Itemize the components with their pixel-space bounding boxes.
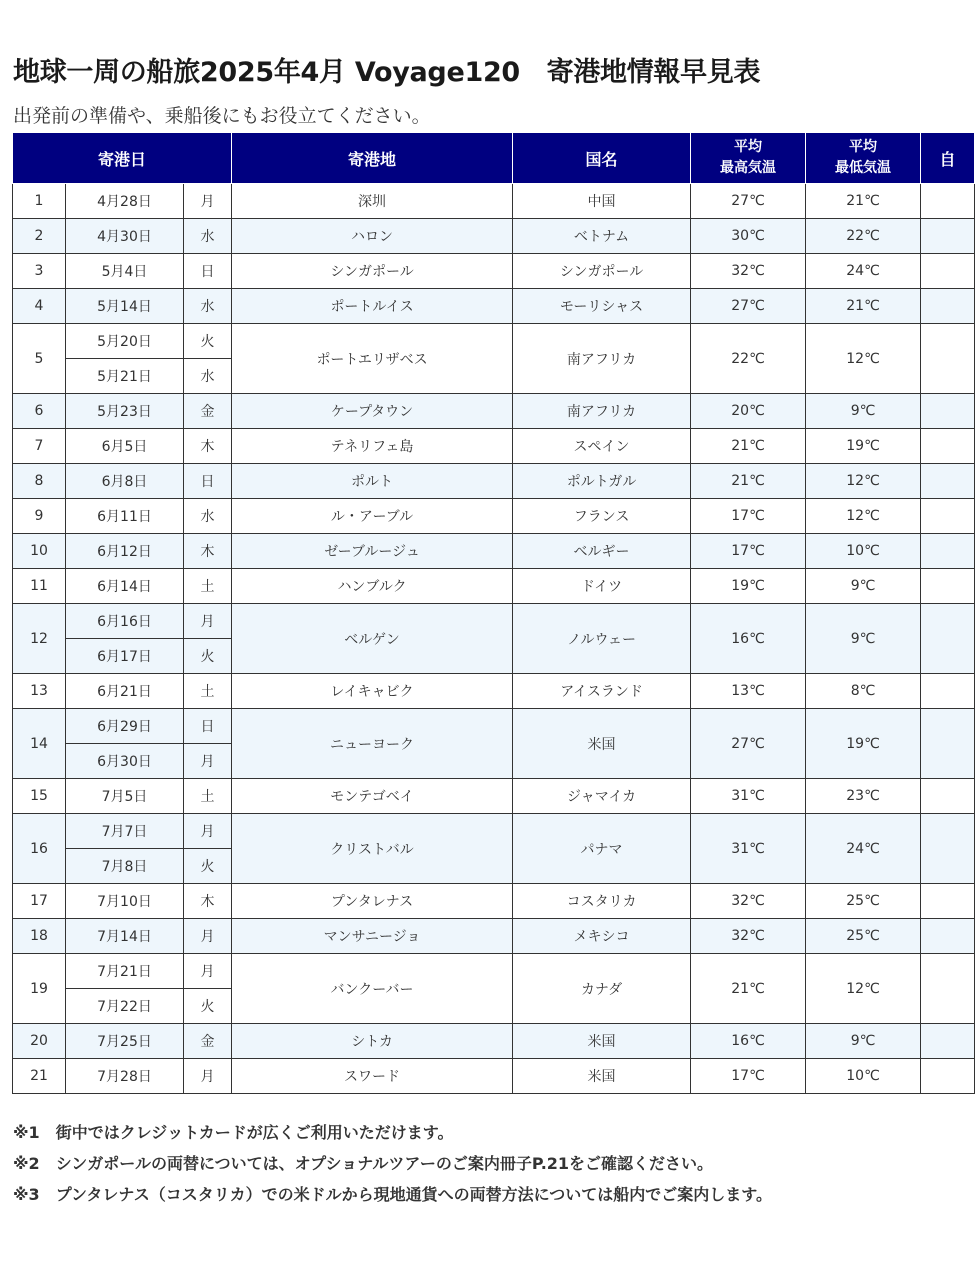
- port-day: 日: [184, 464, 232, 499]
- port-date: 7月25日: [66, 1024, 184, 1059]
- port-name: ゼーブルージュ: [232, 534, 513, 569]
- clipped-cell: [921, 324, 975, 394]
- port-day: 月: [184, 604, 232, 639]
- port-day: 月: [184, 919, 232, 954]
- port-date: 7月10日: [66, 884, 184, 919]
- port-date: 7月28日: [66, 1059, 184, 1094]
- avg-low-temp: 19℃: [806, 709, 921, 779]
- table-row: [13, 184, 975, 219]
- clipped-cell: [921, 429, 975, 464]
- country-name: ポルトガル: [513, 464, 691, 499]
- avg-low-temp: 9℃: [806, 394, 921, 429]
- port-date: 6月14日: [66, 569, 184, 604]
- footnote-1: ※1 街中ではクレジットカードが広くご利用いただけます。: [13, 1123, 454, 1142]
- avg-high-temp: 27℃: [691, 709, 806, 779]
- port-day: 月: [184, 814, 232, 849]
- port-day: 火: [184, 324, 232, 359]
- port-name: ル・アーブル: [232, 499, 513, 534]
- country-name: アイスランド: [513, 674, 691, 709]
- port-day: 日: [184, 254, 232, 289]
- country-name: シンガポール: [513, 254, 691, 289]
- table-row: [13, 324, 975, 359]
- port-date: 5月23日: [66, 394, 184, 429]
- port-day: 木: [184, 429, 232, 464]
- avg-high-temp: 31℃: [691, 814, 806, 884]
- country-name: 南アフリカ: [513, 324, 691, 394]
- row-number: 14: [13, 709, 66, 779]
- table-row: [13, 1059, 975, 1094]
- clipped-cell: [921, 709, 975, 779]
- avg-low-temp: 12℃: [806, 324, 921, 394]
- country-name: モーリシャス: [513, 289, 691, 324]
- port-name: マンサニージョ: [232, 919, 513, 954]
- port-date: 6月30日: [66, 744, 184, 779]
- port-day: 金: [184, 1024, 232, 1059]
- country-name: パナマ: [513, 814, 691, 884]
- port-name: スワード: [232, 1059, 513, 1094]
- clipped-cell: [921, 1024, 975, 1059]
- port-name: テネリフェ島: [232, 429, 513, 464]
- table-row: [13, 289, 975, 324]
- clipped-cell: [921, 779, 975, 814]
- row-number: 7: [13, 429, 66, 464]
- header-low-temp: [806, 133, 921, 184]
- header-port-date: 寄港日: [13, 133, 232, 184]
- table-row: [13, 604, 975, 639]
- avg-high-temp: 16℃: [691, 1024, 806, 1059]
- port-date: 7月7日: [66, 814, 184, 849]
- table-row: [13, 814, 975, 849]
- avg-high-temp: 17℃: [691, 1059, 806, 1094]
- port-name: クリストバル: [232, 814, 513, 884]
- footnote-3: ※3 プンタレナス（コスタリカ）での米ドルから現地通貨への両替方法については船内でご案内します。: [13, 1185, 773, 1204]
- port-name: ポートエリザベス: [232, 324, 513, 394]
- clipped-cell: [921, 184, 975, 219]
- port-date: 7月14日: [66, 919, 184, 954]
- avg-low-temp: 12℃: [806, 499, 921, 534]
- port-day: 水: [184, 219, 232, 254]
- port-day: 土: [184, 674, 232, 709]
- clipped-cell: [921, 219, 975, 254]
- table-row: [13, 394, 975, 429]
- clipped-cell: [921, 919, 975, 954]
- port-date: 6月29日: [66, 709, 184, 744]
- avg-high-temp: 20℃: [691, 394, 806, 429]
- port-day: 火: [184, 639, 232, 674]
- avg-low-temp: 9℃: [806, 604, 921, 674]
- clipped-cell: [921, 289, 975, 324]
- country-name: フランス: [513, 499, 691, 534]
- page-title: 地球一周の船旅2025年4月 Voyage120 寄港地情報早見表: [13, 57, 761, 88]
- country-name: 南アフリカ: [513, 394, 691, 429]
- table-row: [13, 884, 975, 919]
- avg-high-temp: 30℃: [691, 219, 806, 254]
- row-number: 9: [13, 499, 66, 534]
- port-day: 水: [184, 359, 232, 394]
- row-number: 3: [13, 254, 66, 289]
- row-number: 16: [13, 814, 66, 884]
- avg-high-temp: 13℃: [691, 674, 806, 709]
- table-row: [13, 569, 975, 604]
- row-number: 12: [13, 604, 66, 674]
- avg-low-temp: 12℃: [806, 954, 921, 1024]
- port-date: 4月30日: [66, 219, 184, 254]
- avg-low-temp: 22℃: [806, 219, 921, 254]
- avg-low-temp: 9℃: [806, 569, 921, 604]
- port-info-table-container: [12, 132, 956, 1094]
- header-port: 寄港地: [232, 133, 513, 184]
- avg-high-temp: 21℃: [691, 954, 806, 1024]
- port-day: 土: [184, 569, 232, 604]
- row-number: 1: [13, 184, 66, 219]
- country-name: ベルギー: [513, 534, 691, 569]
- table-row: [13, 1024, 975, 1059]
- avg-high-temp: 27℃: [691, 289, 806, 324]
- port-name: バンクーバー: [232, 954, 513, 1024]
- port-name: 深圳: [232, 184, 513, 219]
- port-date: 6月12日: [66, 534, 184, 569]
- country-name: 中国: [513, 184, 691, 219]
- table-row: [13, 464, 975, 499]
- port-date: 6月5日: [66, 429, 184, 464]
- clipped-cell: [921, 884, 975, 919]
- avg-low-temp: 21℃: [806, 184, 921, 219]
- port-day: 月: [184, 184, 232, 219]
- avg-low-temp: 24℃: [806, 254, 921, 289]
- clipped-cell: [921, 814, 975, 884]
- table-row: [13, 779, 975, 814]
- country-name: ノルウェー: [513, 604, 691, 674]
- port-date: 5月21日: [66, 359, 184, 394]
- row-number: 15: [13, 779, 66, 814]
- clipped-cell: [921, 674, 975, 709]
- clipped-cell: [921, 394, 975, 429]
- port-name: プンタレナス: [232, 884, 513, 919]
- port-date: 7月8日: [66, 849, 184, 884]
- header-high-temp: [691, 133, 806, 184]
- avg-high-temp: 21℃: [691, 464, 806, 499]
- avg-low-temp: 24℃: [806, 814, 921, 884]
- country-name: メキシコ: [513, 919, 691, 954]
- port-day: 火: [184, 849, 232, 884]
- page-subtitle: 出発前の準備や、乗船後にもお役立てください。: [13, 105, 431, 127]
- port-name: ベルゲン: [232, 604, 513, 674]
- country-name: ドイツ: [513, 569, 691, 604]
- row-number: 13: [13, 674, 66, 709]
- port-name: ポートルイス: [232, 289, 513, 324]
- port-date: 5月20日: [66, 324, 184, 359]
- row-number: 2: [13, 219, 66, 254]
- avg-low-temp: 10℃: [806, 534, 921, 569]
- footnote-2: ※2 シンガポールの両替については、オプショナルツアーのご案内冊子P.21をご確認ください。: [13, 1154, 714, 1173]
- avg-low-temp: 23℃: [806, 779, 921, 814]
- avg-high-temp: 17℃: [691, 499, 806, 534]
- clipped-cell: [921, 1059, 975, 1094]
- port-name: モンテゴベイ: [232, 779, 513, 814]
- port-name: シトカ: [232, 1024, 513, 1059]
- port-date: 7月22日: [66, 989, 184, 1024]
- header-low-temp-line1: 平均: [849, 139, 878, 155]
- port-name: シンガポール: [232, 254, 513, 289]
- country-name: 米国: [513, 1059, 691, 1094]
- port-day: 水: [184, 289, 232, 324]
- avg-high-temp: 19℃: [691, 569, 806, 604]
- avg-high-temp: 32℃: [691, 919, 806, 954]
- table-row: [13, 429, 975, 464]
- port-day: 月: [184, 1059, 232, 1094]
- port-day: 火: [184, 989, 232, 1024]
- clipped-cell: [921, 499, 975, 534]
- table-row: [13, 254, 975, 289]
- avg-high-temp: 31℃: [691, 779, 806, 814]
- country-name: コスタリカ: [513, 884, 691, 919]
- avg-low-temp: 9℃: [806, 1024, 921, 1059]
- avg-low-temp: 19℃: [806, 429, 921, 464]
- port-date: 5月4日: [66, 254, 184, 289]
- port-name: ハロン: [232, 219, 513, 254]
- clipped-cell: [921, 954, 975, 1024]
- row-number: 6: [13, 394, 66, 429]
- header-high-temp-line2: 最高気温: [720, 160, 777, 176]
- table-header-row: [13, 133, 975, 184]
- clipped-cell: [921, 464, 975, 499]
- port-name: レイキャビク: [232, 674, 513, 709]
- port-day: 木: [184, 884, 232, 919]
- row-number: 17: [13, 884, 66, 919]
- table-row: [13, 534, 975, 569]
- avg-low-temp: 25℃: [806, 884, 921, 919]
- port-date: 6月21日: [66, 674, 184, 709]
- port-name: ケープタウン: [232, 394, 513, 429]
- port-date: 6月16日: [66, 604, 184, 639]
- port-date: 7月21日: [66, 954, 184, 989]
- row-number: 8: [13, 464, 66, 499]
- country-name: カナダ: [513, 954, 691, 1024]
- table-row: [13, 954, 975, 989]
- port-day: 日: [184, 709, 232, 744]
- port-name: ハンブルク: [232, 569, 513, 604]
- footnotes: [13, 1117, 772, 1210]
- avg-low-temp: 12℃: [806, 464, 921, 499]
- avg-low-temp: 8℃: [806, 674, 921, 709]
- row-number: 18: [13, 919, 66, 954]
- avg-high-temp: 32℃: [691, 254, 806, 289]
- country-name: ジャマイカ: [513, 779, 691, 814]
- header-clipped: 自: [921, 133, 975, 184]
- avg-low-temp: 10℃: [806, 1059, 921, 1094]
- table-body: [13, 184, 975, 1094]
- port-day: 木: [184, 534, 232, 569]
- country-name: スペイン: [513, 429, 691, 464]
- row-number: 4: [13, 289, 66, 324]
- row-number: 10: [13, 534, 66, 569]
- port-name: ポルト: [232, 464, 513, 499]
- header-low-temp-line2: 最低気温: [835, 160, 892, 176]
- clipped-cell: [921, 254, 975, 289]
- port-day: 金: [184, 394, 232, 429]
- avg-high-temp: 22℃: [691, 324, 806, 394]
- port-day: 月: [184, 954, 232, 989]
- avg-high-temp: 27℃: [691, 184, 806, 219]
- header-high-temp-line1: 平均: [734, 139, 763, 155]
- port-date: 6月17日: [66, 639, 184, 674]
- country-name: 米国: [513, 709, 691, 779]
- port-info-table: [12, 132, 975, 1094]
- port-date: 4月28日: [66, 184, 184, 219]
- clipped-cell: [921, 534, 975, 569]
- avg-low-temp: 21℃: [806, 289, 921, 324]
- port-day: 水: [184, 499, 232, 534]
- table-row: [13, 219, 975, 254]
- row-number: 19: [13, 954, 66, 1024]
- header-country: 国名: [513, 133, 691, 184]
- row-number: 21: [13, 1059, 66, 1094]
- table-row: [13, 499, 975, 534]
- port-date: 6月11日: [66, 499, 184, 534]
- port-day: 土: [184, 779, 232, 814]
- avg-high-temp: 32℃: [691, 884, 806, 919]
- row-number: 20: [13, 1024, 66, 1059]
- port-date: 6月8日: [66, 464, 184, 499]
- port-date: 7月5日: [66, 779, 184, 814]
- avg-low-temp: 25℃: [806, 919, 921, 954]
- avg-high-temp: 17℃: [691, 534, 806, 569]
- port-date: 5月14日: [66, 289, 184, 324]
- port-day: 月: [184, 744, 232, 779]
- row-number: 5: [13, 324, 66, 394]
- country-name: ベトナム: [513, 219, 691, 254]
- avg-high-temp: 21℃: [691, 429, 806, 464]
- table-row: [13, 919, 975, 954]
- table-row: [13, 709, 975, 744]
- avg-high-temp: 16℃: [691, 604, 806, 674]
- table-row: [13, 674, 975, 709]
- country-name: 米国: [513, 1024, 691, 1059]
- clipped-cell: [921, 569, 975, 604]
- port-name: ニューヨーク: [232, 709, 513, 779]
- row-number: 11: [13, 569, 66, 604]
- clipped-cell: [921, 604, 975, 674]
